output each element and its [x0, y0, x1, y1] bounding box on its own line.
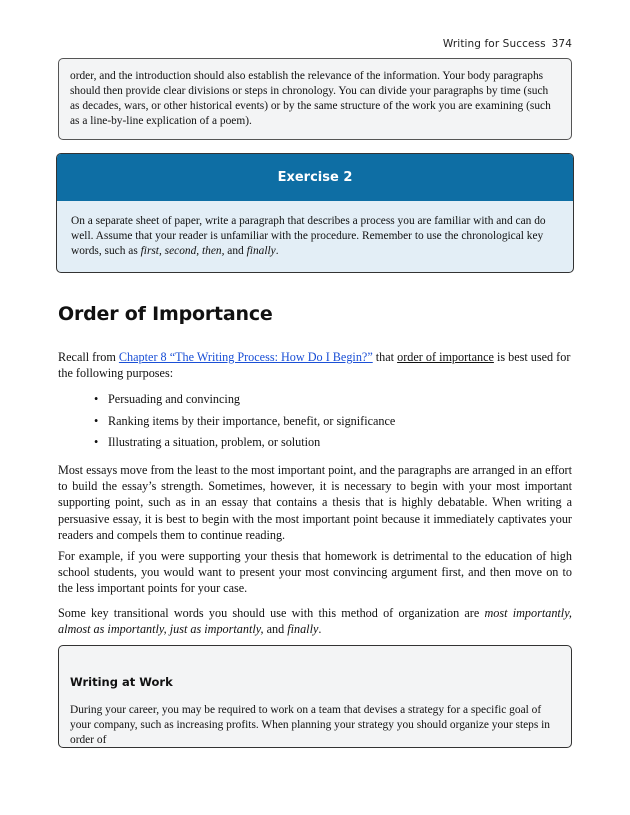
running-head	[443, 38, 572, 50]
continued-text-box	[58, 58, 572, 140]
exercise-keywords: first, second, then,	[140, 245, 225, 257]
exercise-and: and	[224, 245, 247, 257]
writing-at-work-title: Writing at Work	[70, 675, 173, 689]
intro-text-3: is best used for the following purposes:	[58, 350, 571, 381]
exercise-title: Exercise 2	[57, 154, 573, 201]
chapter-8-link[interactable]: Chapter 8 “The Writing Process: How Do I Begin?”	[118, 350, 373, 364]
transitions-paragraph	[58, 605, 572, 637]
intro-paragraph	[58, 349, 572, 381]
section-heading: Order of Importance	[58, 303, 273, 325]
list-item: • Ranking items by their importance, benefit, or significance	[94, 413, 396, 428]
transitions-text: Some key transitional words you should use with this method of organization are	[58, 606, 485, 620]
list-item: • Illustrating a situation, problem, or solution	[94, 435, 321, 449]
glossary-term[interactable]: order of importance	[397, 350, 494, 364]
transitions-and: and	[263, 622, 288, 637]
list-item-text: Illustrating a situation, problem, or solution	[108, 435, 321, 449]
intro-text-2: that	[372, 350, 398, 364]
continued-text: order, and the introduction should also establish the relevance of the information. Your body paragraphs should then provide clear divisions or steps in chronology. You can divide your paragraphs by time (such as decades, wars, or other historical events) or by the same structure of the work you are examining (such as a line-by-line explication of a poem).	[70, 70, 551, 127]
writing-at-work-box	[58, 645, 572, 748]
exercise-box	[56, 153, 574, 273]
exercise-keyword-finally: finally	[246, 245, 276, 257]
exercise-period: .	[275, 245, 279, 257]
example-paragraph: For example, if you were supporting your thesis that homework is detrimental to the education of high school students, you would want to present your most convincing argument first, and then move on to the less important points for your case.	[58, 549, 572, 596]
list-item-text: Persuading and convincing	[108, 392, 241, 406]
transitions-period: .	[318, 622, 322, 637]
exercise-text: On a separate sheet of paper, write a paragraph that describes a process you are familiar with and can do well. Assume that your reader is unfamiliar with the procedure. Remember to use the chronological key words, such as	[71, 215, 546, 257]
transition-words: most importantly, almost as importantly, just as importantly,	[58, 606, 572, 637]
body-paragraph: Most essays move from the least to the most important point, and the paragraphs are arranged in an effort to build the essay’s strength. Sometimes, however, it is necessary to begin with your most important supporting point, such as in an essay that contains a thesis that is highly debatable. When writing a persuasive essay, it is best to begin with the most important point because it immediately captivates your readers and compels them to continue reading.	[58, 463, 572, 542]
list-item-text: Ranking items by their importance, benefit, or significance	[108, 413, 396, 428]
list-item: • Persuading and convincing	[94, 392, 241, 406]
intro-text: Recall from	[58, 350, 119, 364]
writing-at-work-text: During your career, you may be required to work on a team that devises a strategy for a specific goal of your company, such as increasing profits. When planning your strategy you should organize your steps in order of	[70, 704, 550, 746]
running-head-title: Writing for Success	[442, 38, 546, 50]
purposes-list	[94, 391, 395, 456]
page-number: 374	[551, 38, 572, 50]
exercise-body	[57, 201, 573, 259]
transition-word-finally: finally	[287, 622, 319, 637]
